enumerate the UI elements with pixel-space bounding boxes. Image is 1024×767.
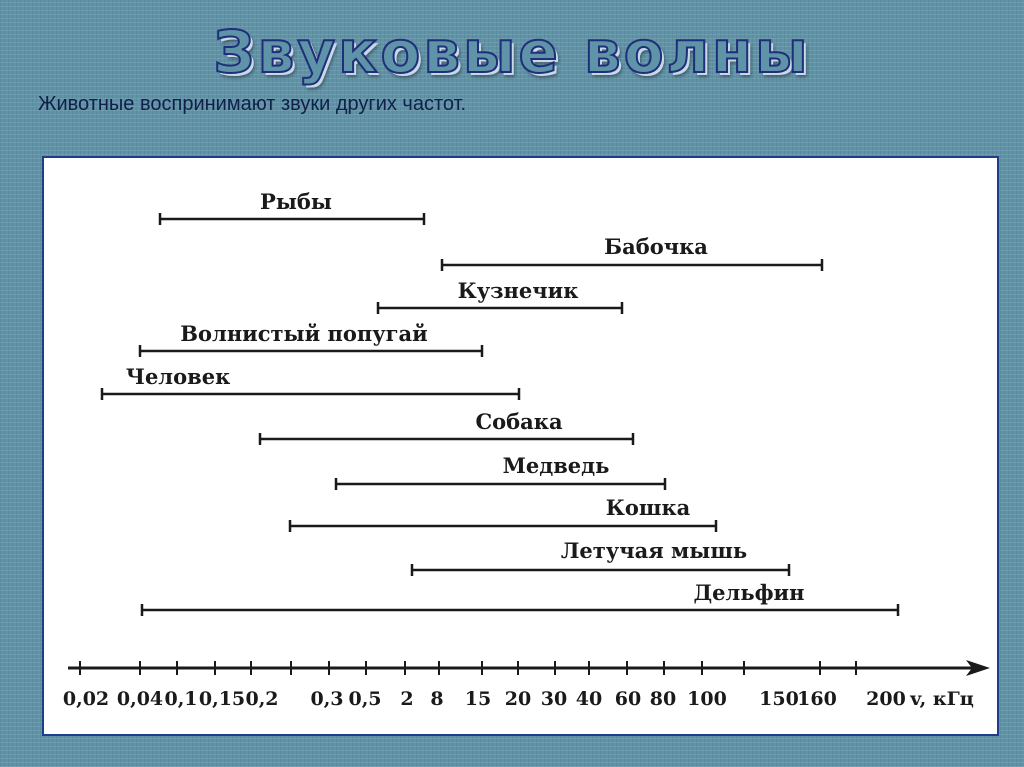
range-bar-label: Кошка: [605, 495, 691, 520]
x-axis-label: v, кГц: [910, 688, 974, 710]
slide-subtitle: Животные воспринимают звуки других частот.: [38, 93, 467, 115]
x-tick-label: 40: [575, 688, 603, 710]
chart-canvas: [44, 158, 997, 734]
slide-title: Звуковые волны: [213, 18, 811, 86]
x-tick-label: 20: [504, 688, 532, 710]
range-bar-label: Летучая мышь: [560, 538, 748, 563]
x-tick-label: 0,1: [164, 688, 198, 710]
hearing-range-chart: [42, 156, 999, 736]
range-bar-label: Рыбы: [260, 189, 332, 214]
x-tick-label: 0,2: [245, 688, 279, 710]
range-bar-label: Дельфин: [693, 580, 805, 605]
x-tick-label: 150: [759, 688, 799, 710]
x-tick-label: 0,3: [310, 688, 344, 710]
x-tick-label: 2: [400, 688, 414, 710]
x-tick-label: 0,15: [198, 688, 246, 710]
x-tick-label: 0,5: [348, 688, 382, 710]
x-tick-label: 160: [797, 688, 837, 710]
x-tick-label: 30: [540, 688, 568, 710]
range-bar-label: Медведь: [502, 453, 610, 478]
x-tick-label: 15: [464, 688, 492, 710]
x-tick-label: 8: [430, 688, 444, 710]
x-tick-label: 0,02: [62, 688, 110, 710]
x-tick-label: 100: [687, 688, 727, 710]
range-bar-label: Человек: [125, 364, 231, 389]
x-tick-label: 60: [614, 688, 642, 710]
range-bar-label: Собака: [475, 409, 563, 434]
x-tick-label: 80: [649, 688, 677, 710]
range-bar-label: Бабочка: [604, 234, 708, 259]
x-tick-label: 0,04: [116, 688, 164, 710]
range-bar-label: Волнистый попугай: [180, 321, 428, 346]
range-bar-label: Кузнечик: [457, 278, 579, 303]
x-tick-label: 200: [866, 688, 906, 710]
